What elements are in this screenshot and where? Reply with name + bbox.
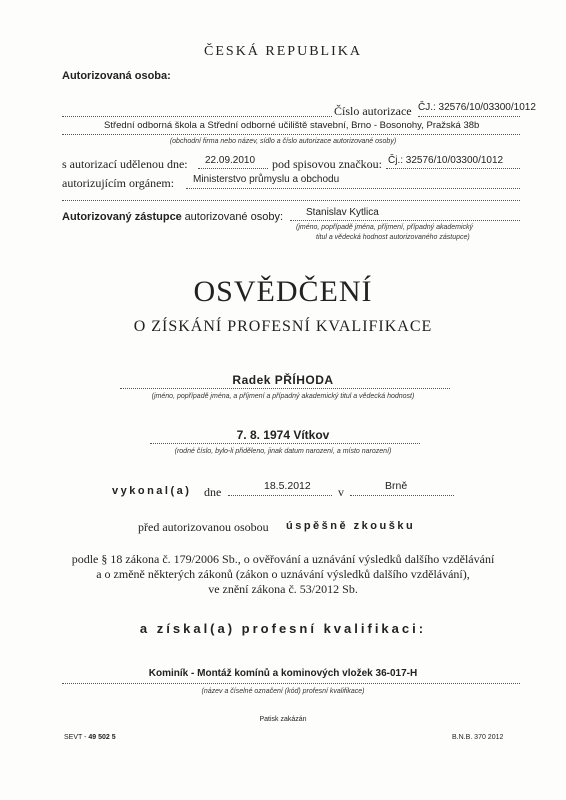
auth-number-label: Číslo autorizace <box>334 104 412 118</box>
footer-left-prefix: SEVT - <box>64 734 89 741</box>
exam-place-value: Brně <box>385 480 408 492</box>
dotted-line <box>228 495 332 496</box>
holder-birth: 7. 8. 1974 Vítkov <box>236 428 330 442</box>
exam-before-text: před autorizovanou osobou <box>138 520 269 534</box>
representative-name: Stanislav Kytlica <box>306 207 379 218</box>
auth-number-value: ČJ.: 32576/10/03300/1012 <box>418 102 536 113</box>
dotted-line <box>350 495 454 496</box>
dotted-line <box>290 220 520 221</box>
dotted-line <box>198 168 268 169</box>
dotted-line <box>150 443 420 444</box>
dotted-line <box>62 683 520 684</box>
dotted-line <box>186 188 520 189</box>
footer-left-number: 49 502 5 <box>88 734 116 741</box>
footer-right-code: B.N.B. 370 2012 <box>452 734 504 741</box>
representative-note-line2: titul a vědecká hodnost autorizovaného zástupce) <box>316 234 470 241</box>
exam-performed-label: vykonal(a) <box>112 485 192 497</box>
country-header: ČESKÁ REPUBLIKA <box>204 44 362 59</box>
dotted-line <box>120 388 450 389</box>
exam-place-label: v <box>338 485 344 499</box>
dotted-line <box>62 134 520 135</box>
law-text-line1: podle § 18 zákona č. 179/2006 Sb., o ověřování a uznávání výsledků dalšího vzdělávání <box>71 552 495 566</box>
authorized-person-note: (obchodní firma nebo název, sídlo a číslo autorizace autorizované osoby) <box>169 138 397 145</box>
holder-name: Radek PŘÍHODA <box>232 373 334 387</box>
authority-value: Ministerstvo průmyslu a obchodu <box>193 174 340 185</box>
law-text-line3: ve znění zákona č. 53/2012 Sb. <box>208 582 358 596</box>
representative-label <box>62 211 283 223</box>
qualification-heading: a získal(a) profesní kvalifikaci: <box>139 621 427 636</box>
authority-label: autorizujícím orgánem: <box>62 176 175 190</box>
qualification-name: Kominík - Montáž komínů a kominových vložek 36-017-H <box>148 668 418 679</box>
exam-date-label: dne <box>204 485 222 499</box>
representative-label-rest: autorizované osoby: <box>184 211 284 223</box>
dotted-line <box>62 200 520 201</box>
dotted-line <box>418 116 520 117</box>
holder-birth-note: (rodné číslo, bylo-li přiděleno, jinak datum narození, a místo narození) <box>174 448 392 455</box>
representative-label-bold: Autorizovaný zástupce <box>62 211 182 223</box>
dotted-line <box>386 168 520 169</box>
print-forbidden-note: Patisk zakázán <box>259 716 307 723</box>
document-subtitle: O ZÍSKÁNÍ PROFESNÍ KVALIFIKACE <box>133 318 433 335</box>
exam-success-text: úspěšně zkoušku <box>286 520 416 532</box>
exam-date-value: 18.5.2012 <box>264 480 311 492</box>
authorized-person-name: Střední odborná škola a Střední odborné učiliště stavební, Brno - Bosonohy, Pražská 38b <box>104 120 480 131</box>
authorized-person-label: Autorizovaná osoba: <box>62 70 171 82</box>
document-title: OSVĚDČENÍ <box>193 275 373 308</box>
representative-note-line1: (jméno, popřípadě jména, příjmení, případný akademický <box>296 224 474 231</box>
file-number-value: Čj.: 32576/10/03300/1012 <box>388 155 504 166</box>
qualification-note: (název a číselné označení (kód) profesní kvalifikace) <box>201 688 365 695</box>
law-text-line2: a o změně některých zákonů (zákon o uznávání výsledků dalšího vzdělávání), <box>96 567 470 581</box>
dotted-line <box>62 116 332 117</box>
granted-date-label: s autorizací udělenou dne: <box>62 157 188 171</box>
holder-name-note: (jméno, popřípadě jména, a příjmení a případný akademický titul a vědecká hodnost) <box>151 393 415 400</box>
file-number-label: pod spisovou značkou: <box>272 157 382 171</box>
footer-left-code <box>64 734 116 741</box>
granted-date-value: 22.09.2010 <box>205 155 256 166</box>
